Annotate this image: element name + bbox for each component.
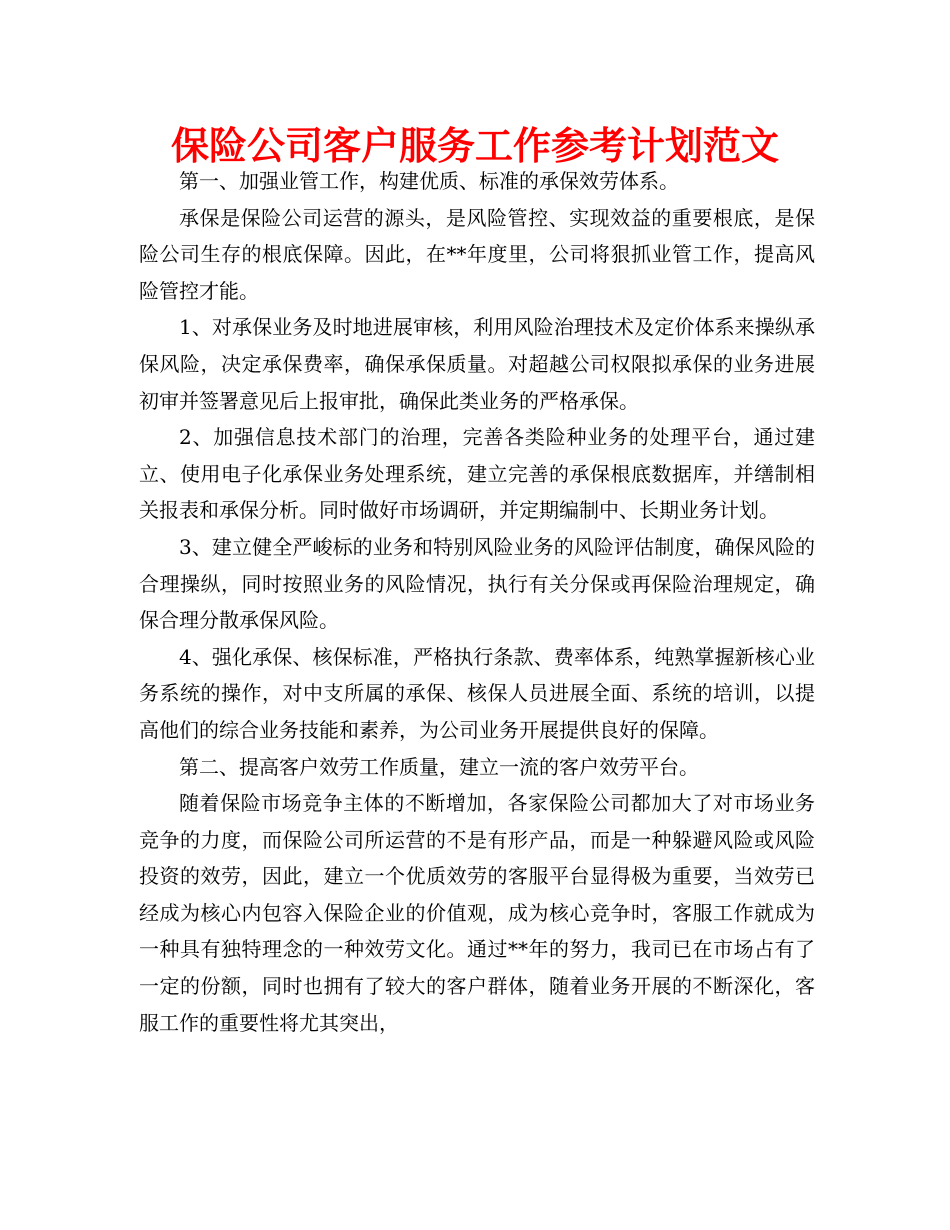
paragraph: 随着保险市场竞争主体的不断增加，各家保险公司都加大了对市场业务竞争的力度，而保险公司所运营的不是有形产品，而是一种躲避风险或风险投资的效劳，因此，建立一个优质效劳的客服平台显得极为重要，当效劳已经成为核心内包容入保险企业的价值观，成为核心竞争时，客服工作就成为一种具有独特理念的一种效劳文化。通过**年的努力，我司已在市场占有了一定的份额，同时也拥有了较大的客户群体，随着业务开展的不断深化，客服工作的重要性将尤其突出，	[139, 791, 815, 1035]
paragraph: 3、建立健全严峻标的业务和特别风险业务的风险评估制度，确保风险的合理操纵，同时按照业务的风险情况，执行有关分保或再保险治理规定，确保合理分散承保风险。	[139, 534, 815, 633]
paragraph: 第二、提高客户效劳工作质量，建立一流的客户效劳平台。	[179, 754, 699, 779]
paragraph: 2、加强信息技术部门的治理，完善各类险种业务的处理平台，通过建立、使用电子化承保业务处理系统，建立完善的承保根底数据库，并缮制相关报表和承保分析。同时做好市场调研，并定期编制中、长期业务计划。	[139, 425, 815, 523]
paragraph: 4、强化承保、核保标准，严格执行条款、费率体系，纯熟掌握新核心业务系统的操作，对中支所属的承保、核保人员进展全面、系统的培训，以提高他们的综合业务技能和素养，为公司业务开展提供良好的保障。	[139, 644, 815, 742]
paragraph: 承保是保险公司运营的源头，是风险管控、实现效益的重要根底，是保险公司生存的根底保障。因此，在**年度里，公司将狠抓业管工作，提高风险管控才能。	[139, 205, 815, 303]
document-body	[139, 163, 815, 1041]
paragraph: 第一、加强业管工作，构建优质、标准的承保效劳体系。	[179, 169, 679, 193]
document-title: 保险公司客户服务工作参考计划范文	[170, 124, 779, 168]
paragraph: 1、对承保业务及时地进展审核，利用风险治理技术及定价体系来操纵承保风险，决定承保费率，确保承保质量。对超越公司权限拟承保的业务进展初审并签署意见后上报审批，确保此类业务的严格承保。	[139, 315, 815, 413]
